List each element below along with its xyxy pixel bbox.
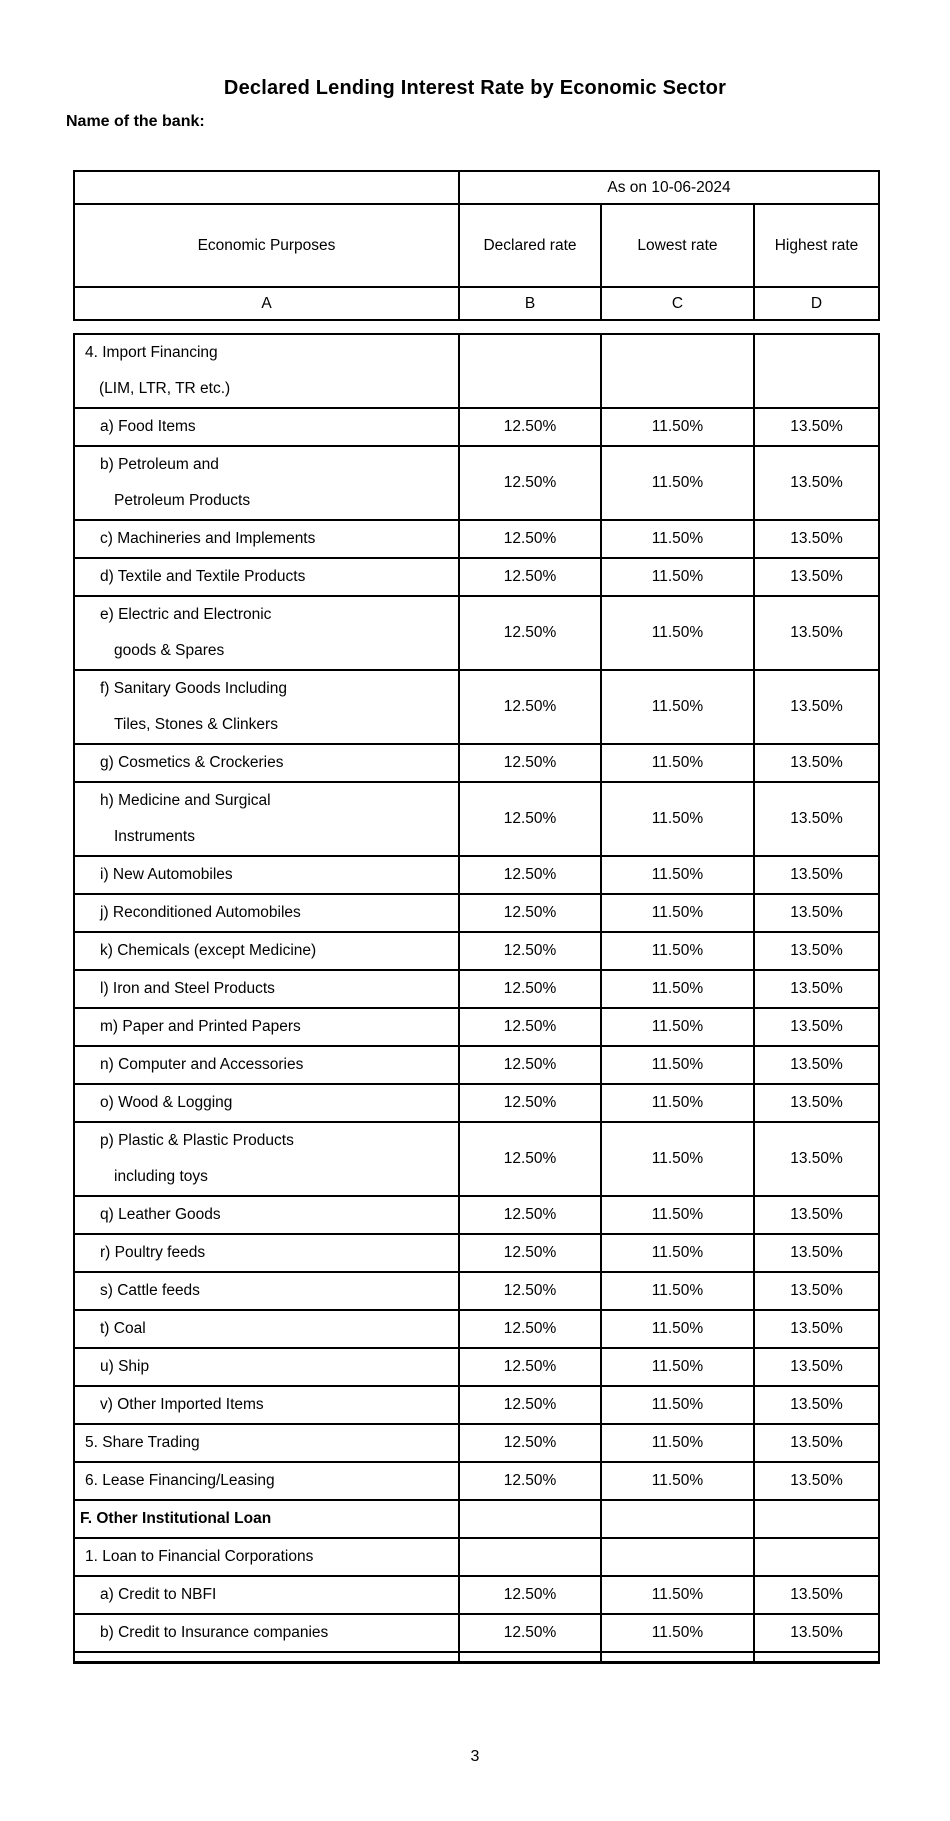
rate-table-header [73,170,880,321]
purpose-label-line: o) Wood & Logging [100,1094,233,1111]
highest-rate-cell [754,334,879,408]
purpose-label-line: (LIM, LTR, TR etc.) [99,380,231,397]
col-header-purpose: Economic Purposes [74,204,459,287]
cutoff-cell [601,1652,754,1663]
lowest-rate-cell: 11.50% [601,1310,754,1348]
highest-rate-cell: 13.50% [754,894,879,932]
purpose-label-line: including toys [114,1168,208,1185]
col-header-lowest: Lowest rate [601,204,754,287]
purpose-label-line: 6. Lease Financing/Leasing [85,1472,275,1489]
purpose-label-line: u) Ship [100,1358,150,1375]
table-row [74,1084,879,1122]
lowest-rate-cell: 11.50% [601,894,754,932]
purpose-label-line: b) Credit to Insurance companies [100,1624,329,1641]
col-key-d: D [754,287,879,320]
highest-rate-cell: 13.50% [754,1196,879,1234]
purpose-cell [74,408,459,446]
lowest-rate-cell: 11.50% [601,446,754,520]
cutoff-row [74,1652,879,1663]
declared-rate-cell: 12.50% [459,446,601,520]
table-row [74,1272,879,1310]
purpose-label-line: n) Computer and Accessories [100,1056,304,1073]
highest-rate-cell: 13.50% [754,408,879,446]
highest-rate-cell: 13.50% [754,1386,879,1424]
purpose-label-line: e) Electric and Electronic [100,606,272,623]
purpose-cell [74,334,459,408]
table-row [74,520,879,558]
declared-rate-cell [459,334,601,408]
table-row [74,1386,879,1424]
table-row [74,558,879,596]
lowest-rate-cell: 11.50% [601,1084,754,1122]
table-row [74,670,879,744]
declared-rate-cell: 12.50% [459,1576,601,1614]
lowest-rate-cell: 11.50% [601,670,754,744]
highest-rate-cell: 13.50% [754,856,879,894]
purpose-cell [74,856,459,894]
table-row [74,596,879,670]
purpose-label-line: Tiles, Stones & Clinkers [114,716,278,733]
table-row [74,1614,879,1652]
column-header-row [74,204,879,287]
purpose-label-line: i) New Automobiles [100,866,233,883]
purpose-label-line: g) Cosmetics & Crockeries [100,754,284,771]
declared-rate-cell: 12.50% [459,782,601,856]
declared-rate-cell: 12.50% [459,932,601,970]
highest-rate-cell: 13.50% [754,1576,879,1614]
declared-rate-cell: 12.50% [459,1196,601,1234]
declared-rate-cell: 12.50% [459,408,601,446]
purpose-label-line: goods & Spares [114,642,225,659]
declared-rate-cell: 12.50% [459,558,601,596]
highest-rate-cell: 13.50% [754,1424,879,1462]
purpose-cell [74,782,459,856]
purpose-cell [74,894,459,932]
lowest-rate-cell: 11.50% [601,1462,754,1500]
lowest-rate-cell: 11.50% [601,1386,754,1424]
purpose-cell [74,446,459,520]
lowest-rate-cell: 11.50% [601,1272,754,1310]
lowest-rate-cell: 11.50% [601,1614,754,1652]
table-row [74,408,879,446]
purpose-cell [74,1234,459,1272]
lowest-rate-cell: 11.50% [601,932,754,970]
purpose-label-line: t) Coal [100,1320,146,1337]
lowest-rate-cell: 11.50% [601,408,754,446]
table-row [74,782,879,856]
highest-rate-cell: 13.50% [754,558,879,596]
highest-rate-cell: 13.50% [754,446,879,520]
highest-rate-cell: 13.50% [754,520,879,558]
table-row [74,1196,879,1234]
lowest-rate-cell: 11.50% [601,782,754,856]
declared-rate-cell: 12.50% [459,1084,601,1122]
table-row [74,1046,879,1084]
rate-table-body [74,334,879,1663]
highest-rate-cell: 13.50% [754,1234,879,1272]
declared-rate-cell: 12.50% [459,856,601,894]
declared-rate-cell: 12.50% [459,596,601,670]
purpose-label-line: a) Credit to NBFI [100,1586,217,1603]
purpose-cell [74,970,459,1008]
table-row [74,1576,879,1614]
purpose-cell [74,670,459,744]
as-on-row [74,171,879,204]
highest-rate-cell: 13.50% [754,1122,879,1196]
declared-rate-cell: 12.50% [459,744,601,782]
purpose-cell [74,1538,459,1576]
table-row [74,1500,879,1538]
lowest-rate-cell [601,1500,754,1538]
cutoff-cell [754,1652,879,1663]
lowest-rate-cell: 11.50% [601,558,754,596]
table-row [74,1424,879,1462]
declared-rate-cell: 12.50% [459,894,601,932]
declared-rate-cell: 12.50% [459,1462,601,1500]
purpose-label-line: k) Chemicals (except Medicine) [100,942,317,959]
lowest-rate-cell: 11.50% [601,1046,754,1084]
purpose-cell [74,596,459,670]
purpose-label-line: s) Cattle feeds [100,1282,200,1299]
col-header-highest: Highest rate [754,204,879,287]
purpose-cell [74,932,459,970]
purpose-label-line: h) Medicine and Surgical [100,792,271,809]
purpose-label-line: m) Paper and Printed Papers [100,1018,301,1035]
col-key-c: C [601,287,754,320]
highest-rate-cell: 13.50% [754,932,879,970]
purpose-label-line: r) Poultry feeds [100,1244,206,1261]
highest-rate-cell: 13.50% [754,1310,879,1348]
purpose-label-line: Petroleum Products [114,492,251,509]
purpose-cell [74,1196,459,1234]
purpose-label-line: p) Plastic & Plastic Products [100,1132,294,1149]
purpose-label-line: F. Other Institutional Loan [80,1510,272,1527]
declared-rate-cell: 12.50% [459,1272,601,1310]
table-row [74,446,879,520]
lowest-rate-cell: 11.50% [601,1008,754,1046]
declared-rate-cell: 12.50% [459,1424,601,1462]
highest-rate-cell: 13.50% [754,1462,879,1500]
cutoff-cell [74,1652,459,1663]
table-row [74,1538,879,1576]
purpose-label-line: l) Iron and Steel Products [100,980,275,997]
empty-header-cell [74,171,459,204]
purpose-cell [74,1272,459,1310]
purpose-cell [74,1614,459,1652]
purpose-cell [74,1462,459,1500]
highest-rate-cell: 13.50% [754,596,879,670]
highest-rate-cell: 13.50% [754,1614,879,1652]
table-row [74,970,879,1008]
lowest-rate-cell: 11.50% [601,1424,754,1462]
highest-rate-cell: 13.50% [754,744,879,782]
declared-rate-cell: 12.50% [459,1008,601,1046]
lowest-rate-cell: 11.50% [601,856,754,894]
purpose-cell [74,744,459,782]
column-key-row [74,287,879,320]
highest-rate-cell: 13.50% [754,670,879,744]
table-row [74,1008,879,1046]
purpose-cell [74,1310,459,1348]
lowest-rate-cell: 11.50% [601,1234,754,1272]
declared-rate-cell: 12.50% [459,1046,601,1084]
lowest-rate-cell: 11.50% [601,1196,754,1234]
table-row [74,1310,879,1348]
lowest-rate-cell [601,1538,754,1576]
col-key-a: A [74,287,459,320]
table-row [74,856,879,894]
cutoff-cell [459,1652,601,1663]
table-row [74,1462,879,1500]
lowest-rate-cell: 11.50% [601,520,754,558]
table-row [74,334,879,408]
highest-rate-cell [754,1500,879,1538]
purpose-cell [74,1500,459,1538]
page-title: Declared Lending Interest Rate by Economic Sector [223,77,727,99]
purpose-label-line: j) Reconditioned Automobiles [100,904,301,921]
lowest-rate-cell: 11.50% [601,970,754,1008]
declared-rate-cell: 12.50% [459,1310,601,1348]
purpose-cell [74,558,459,596]
highest-rate-cell: 13.50% [754,1084,879,1122]
purpose-cell [74,1122,459,1196]
highest-rate-cell: 13.50% [754,1008,879,1046]
col-header-declared: Declared rate [459,204,601,287]
bank-name-label: Name of the bank: [66,113,205,130]
declared-rate-cell: 12.50% [459,1122,601,1196]
purpose-label-line: 4. Import Financing [85,344,218,361]
highest-rate-cell: 13.50% [754,1272,879,1310]
purpose-label-line: q) Leather Goods [100,1206,221,1223]
purpose-label-line: b) Petroleum and [100,456,219,473]
purpose-cell [74,1046,459,1084]
declared-rate-cell: 12.50% [459,1614,601,1652]
table-row [74,894,879,932]
purpose-cell [74,1348,459,1386]
highest-rate-cell [754,1538,879,1576]
lowest-rate-cell [601,334,754,408]
declared-rate-cell: 12.50% [459,970,601,1008]
lowest-rate-cell: 11.50% [601,596,754,670]
declared-rate-cell: 12.50% [459,1348,601,1386]
table-row [74,1348,879,1386]
table-row [74,1122,879,1196]
purpose-label-line: a) Food Items [100,418,196,435]
highest-rate-cell: 13.50% [754,1046,879,1084]
declared-rate-cell [459,1500,601,1538]
purpose-label-line: 5. Share Trading [85,1434,200,1451]
rate-table [73,333,880,1664]
purpose-cell [74,520,459,558]
declared-rate-cell: 12.50% [459,1386,601,1424]
col-key-b: B [459,287,601,320]
highest-rate-cell: 13.50% [754,1348,879,1386]
purpose-label-line: d) Textile and Textile Products [100,568,306,585]
purpose-label-line: 1. Loan to Financial Corporations [85,1548,314,1565]
declared-rate-cell [459,1538,601,1576]
lowest-rate-cell: 11.50% [601,1576,754,1614]
declared-rate-cell: 12.50% [459,1234,601,1272]
declared-rate-cell: 12.50% [459,520,601,558]
purpose-cell [74,1576,459,1614]
purpose-cell [74,1386,459,1424]
highest-rate-cell: 13.50% [754,782,879,856]
lowest-rate-cell: 11.50% [601,744,754,782]
purpose-label-line: f) Sanitary Goods Including [100,680,287,697]
page-number: 3 [470,1748,480,1765]
purpose-label-line: c) Machineries and Implements [100,530,316,547]
purpose-label-line: Instruments [114,828,195,845]
purpose-cell [74,1424,459,1462]
lowest-rate-cell: 11.50% [601,1122,754,1196]
purpose-cell [74,1008,459,1046]
table-row [74,932,879,970]
purpose-label-line: v) Other Imported Items [100,1396,264,1413]
lowest-rate-cell: 11.50% [601,1348,754,1386]
purpose-cell [74,1084,459,1122]
highest-rate-cell: 13.50% [754,970,879,1008]
as-on-date: As on 10-06-2024 [459,171,879,204]
declared-rate-cell: 12.50% [459,670,601,744]
table-row [74,1234,879,1272]
table-row [74,744,879,782]
